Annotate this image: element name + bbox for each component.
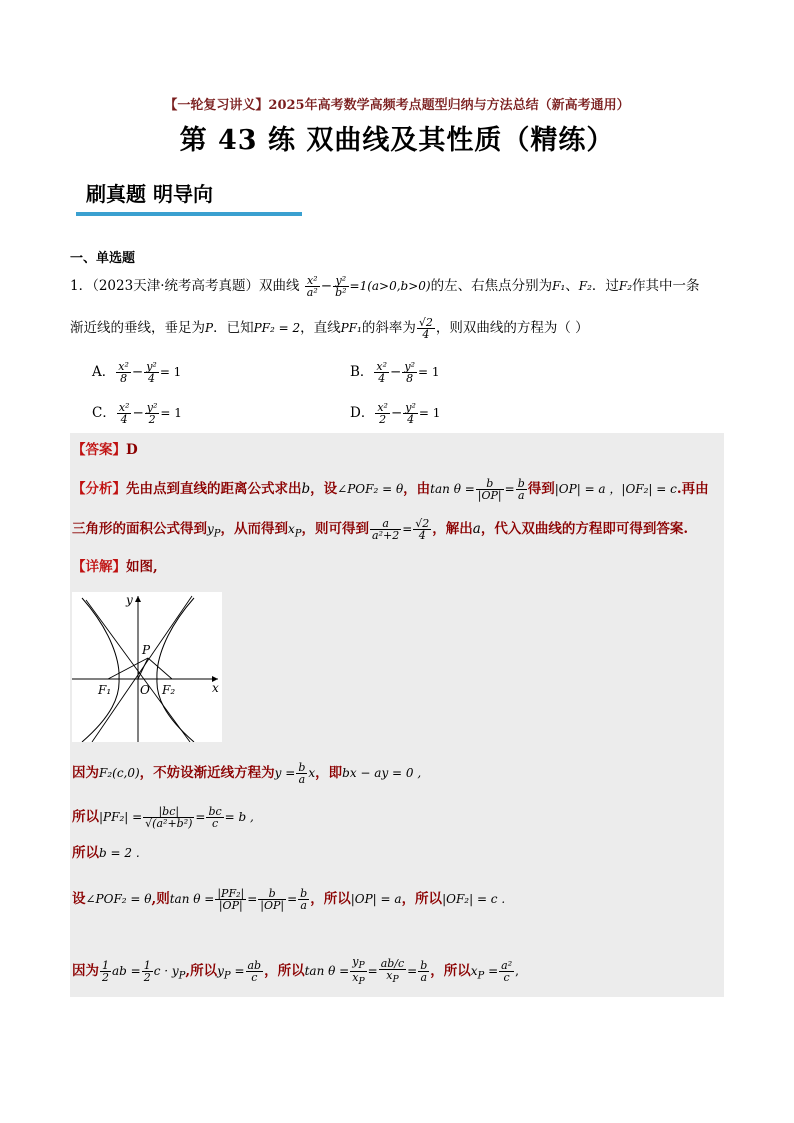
option-label: B． <box>350 364 374 380</box>
analysis-tag: 【分析】 <box>72 481 126 497</box>
formula-frac: $\frac{\text{x²}}{\text{a²}}$ <box>306 274 318 299</box>
analysis-text: ，代入双曲线的方程即可得到答案. <box>480 521 689 537</box>
series-header: 【一轮复习讲义】2025年高考数学高频考点题型归纳与方法总结（新高考通用） <box>164 98 630 113</box>
detail-text: ，所以 <box>264 963 305 980</box>
asymptote-line <box>92 596 192 742</box>
formula-frac: $\frac{a}{\text{a²+2}}$ <box>372 517 400 542</box>
question-text: 作其中一条 <box>632 278 700 294</box>
detail-text: ,所以 <box>185 963 218 980</box>
question-line-2: 渐近线的垂线，垂足为P．已知PF₂ = 2，直线PF₁的斜率为 $\frac{√2}{4}$ ，则双曲线的方程为（ ） <box>70 316 589 341</box>
analysis-text: ，设 <box>310 481 338 497</box>
detail-text: ，不妨设渐近线方程为 <box>139 765 275 781</box>
answer-value: D <box>126 442 138 458</box>
question-text: 的斜率为 <box>361 320 416 336</box>
formula-frac: $\frac{\text{y²}}{4}$ <box>146 360 157 385</box>
option-b[interactable]: B． $\frac{\text{x²}}{4}$ − $\frac{\text{y²}}{8}$ = 1 <box>350 360 440 385</box>
option-a[interactable]: A． $\frac{\text{x²}}{8}$ − $\frac{\text{y²}}{4}$ = 1 <box>92 360 182 385</box>
formula-frac: $\frac{\text{y²}}{8}$ <box>404 360 415 385</box>
formula-frac: $\frac{bc}{c}$ <box>208 805 222 830</box>
label-f2: F₂ <box>162 683 176 697</box>
formula-frac: $\frac{√2}{4}$ <box>415 517 430 542</box>
question-text: ．过 <box>591 278 619 294</box>
detail-text: 因为 <box>72 963 99 980</box>
formula-frac: $\frac{\text{y²}}{4}$ <box>405 401 416 426</box>
formula-frac: $\frac{1}{2}$ <box>143 959 151 985</box>
formula-frac: $\frac{\text{x²}}{4}$ <box>118 401 130 426</box>
page-title: 第 43 练 双曲线及其性质（精练） <box>179 125 615 156</box>
option-label: A． <box>92 364 116 380</box>
option-label: C． <box>92 405 116 421</box>
analysis-text: 先由点到直线的距离公式求出 <box>126 481 302 497</box>
formula-frac: $\frac{b}{|OP|}$ <box>260 887 285 912</box>
formula-frac: $\frac{ab}{c}$ <box>247 959 262 985</box>
formula-frac: $\frac{\text{x²}}{4}$ <box>376 360 388 385</box>
section-banner: 刷真题 明导向 <box>86 182 213 206</box>
analysis-text: ，则可得到 <box>301 521 370 537</box>
detail-step-5: 因为 $\frac{1}{2}$ ab = $\frac{1}{2}$ $c \cdot y_P$,所以$y_P$ = $\frac{ab}{c}$ ，所以tan θ = $\frac{y_P}{x_P}$ = $\frac{ab/c}{x_P}$ = $\frac{b}{a}$ ，所以$x_P$ = $\frac{\text{a²}}{c}$ , <box>72 955 519 988</box>
label-x: x <box>212 681 219 695</box>
formula-frac: $\frac{b}{a}$ <box>517 477 525 502</box>
formula-frac: $\frac{b}{a}$ <box>300 887 308 912</box>
detail-text: ,则 <box>151 891 170 907</box>
formula-frac: $\frac{\text{x²}}{2}$ <box>377 401 388 426</box>
hyperbola-diagram <box>72 592 222 742</box>
question-text: ，直线 <box>300 320 341 336</box>
label-p: P <box>142 643 151 657</box>
option-label: D． <box>350 405 375 421</box>
formula-frac: $\frac{\text{y²}}{\text{b²}}$ <box>335 274 347 299</box>
detail-step-2: 所以|PF₂| = $\frac{|bc|}{\text{√(a²+b²)}}$ = $\frac{bc}{c}$ = b , <box>72 805 254 830</box>
option-d[interactable]: D． $\frac{\text{x²}}{2}$ − $\frac{\text{y²}}{4}$ = 1 <box>350 401 441 426</box>
option-c[interactable]: C． $\frac{\text{x²}}{4}$ − $\frac{\text{y²}}{2}$ = 1 <box>92 401 182 426</box>
detail-text: 设 <box>72 891 86 907</box>
formula-frac: $\frac{\text{|PF₂|}}{|OP|}$ <box>217 887 245 912</box>
formula-frac: $\frac{b}{a}$ <box>298 761 306 786</box>
y-axis-arrow <box>135 596 141 602</box>
question-source: （2023天津·统考高考真题）双曲线 <box>92 278 300 294</box>
formula-frac: $\frac{\text{a²}}{c}$ <box>501 959 513 985</box>
answer-tag: 【答案】 <box>72 442 126 458</box>
analysis-text: .再由 <box>676 481 709 497</box>
hyperbola-figure <box>72 592 222 742</box>
formula-frac: $\frac{b}{|OP|}$ <box>477 477 502 502</box>
analysis-text: 得到 <box>527 481 555 497</box>
detail-step-1: 因为F₂(c,0)，不妨设渐近线方程为y = $\frac{b}{a}$ x，即bx − ay = 0 , <box>72 761 422 786</box>
question-type: 一、单选题 <box>70 251 136 266</box>
question-text: 渐近线的垂线，垂足为 <box>70 320 205 336</box>
formula-frac: $\frac{\text{y²}}{2}$ <box>146 401 158 426</box>
line-op <box>138 658 148 679</box>
formula-frac: $\frac{√2}{4}$ <box>418 316 433 341</box>
detail-text: ，所以 <box>401 891 443 907</box>
label-y: y <box>126 593 133 607</box>
question-text: ．已知 <box>213 320 254 336</box>
section-underline <box>76 212 302 216</box>
detail-line <box>72 557 158 577</box>
formula-frac: $\frac{1}{2}$ <box>102 959 109 985</box>
detail-step-4: 设∠POF₂ = θ,则tan θ = $\frac{\text{|PF₂|}}{|OP|}$ = $\frac{b}{|OP|}$ = $\frac{b}{a}$ ，所以|OP| = a，所以|OF₂| = c . <box>72 887 506 912</box>
question-line-1: 1．（2023天津·统考高考真题）双曲线 $\frac{\text{x²}}{\text{a²}}$ − $\frac{\text{y²}}{\text{b²}}$ =1(a>0,b>0)的左、右焦点分别为F₁、F₂．过F₂作其中一条 <box>70 274 700 299</box>
detail-text: ，即 <box>315 765 343 781</box>
line-pf2 <box>148 658 172 679</box>
formula-frac: $\frac{y_P}{x_P}$ <box>352 955 365 988</box>
detail-text: 如图, <box>126 559 158 575</box>
detail-text: ，所以 <box>430 963 471 980</box>
label-f1: F₁ <box>98 683 112 697</box>
analysis-line-1: 【分析】先由点到直线的距离公式求出b，设∠POF₂ = θ，由tan θ = $\frac{b}{|OP|}$ = $\frac{b}{a}$ 得到|OP| = a ，|OF₂| = c.再由 <box>72 477 709 502</box>
label-o: O <box>140 683 150 697</box>
detail-text: 所以 <box>72 809 99 825</box>
analysis-text: ，解出 <box>432 521 473 537</box>
formula-frac: $\frac{ab/c}{x_P}$ <box>380 957 405 986</box>
analysis-text: ，从而得到 <box>220 521 289 537</box>
analysis-text: 三角形的面积公式得到 <box>72 521 207 537</box>
detail-tag: 【详解】 <box>72 559 126 575</box>
question-text: ，则双曲线的方程为（ ） <box>435 320 589 336</box>
formula-frac: $\frac{b}{a}$ <box>420 959 428 985</box>
analysis-text: ，由 <box>403 481 431 497</box>
detail-text: 因为 <box>72 765 99 781</box>
analysis-line-2: 三角形的面积公式得到$y_P$，从而得到$x_P$，则可得到 $\frac{a}{\text{a²+2}}$ = $\frac{√2}{4}$ ，解出a，代入双曲线的方程即可得到答案. <box>72 517 689 542</box>
question-text: 的左、右焦点分别为 <box>430 278 553 294</box>
detail-text: 所以 <box>72 845 99 861</box>
detail-step-3: 所以b = 2 . <box>72 845 140 861</box>
detail-text: ，所以 <box>310 891 351 907</box>
answer-line <box>72 440 138 460</box>
formula-frac: $\frac{|bc|}{\text{√(a²+b²)}}$ <box>145 805 193 830</box>
question-number: 1． <box>70 278 93 294</box>
formula-frac: $\frac{\text{x²}}{8}$ <box>118 360 129 385</box>
